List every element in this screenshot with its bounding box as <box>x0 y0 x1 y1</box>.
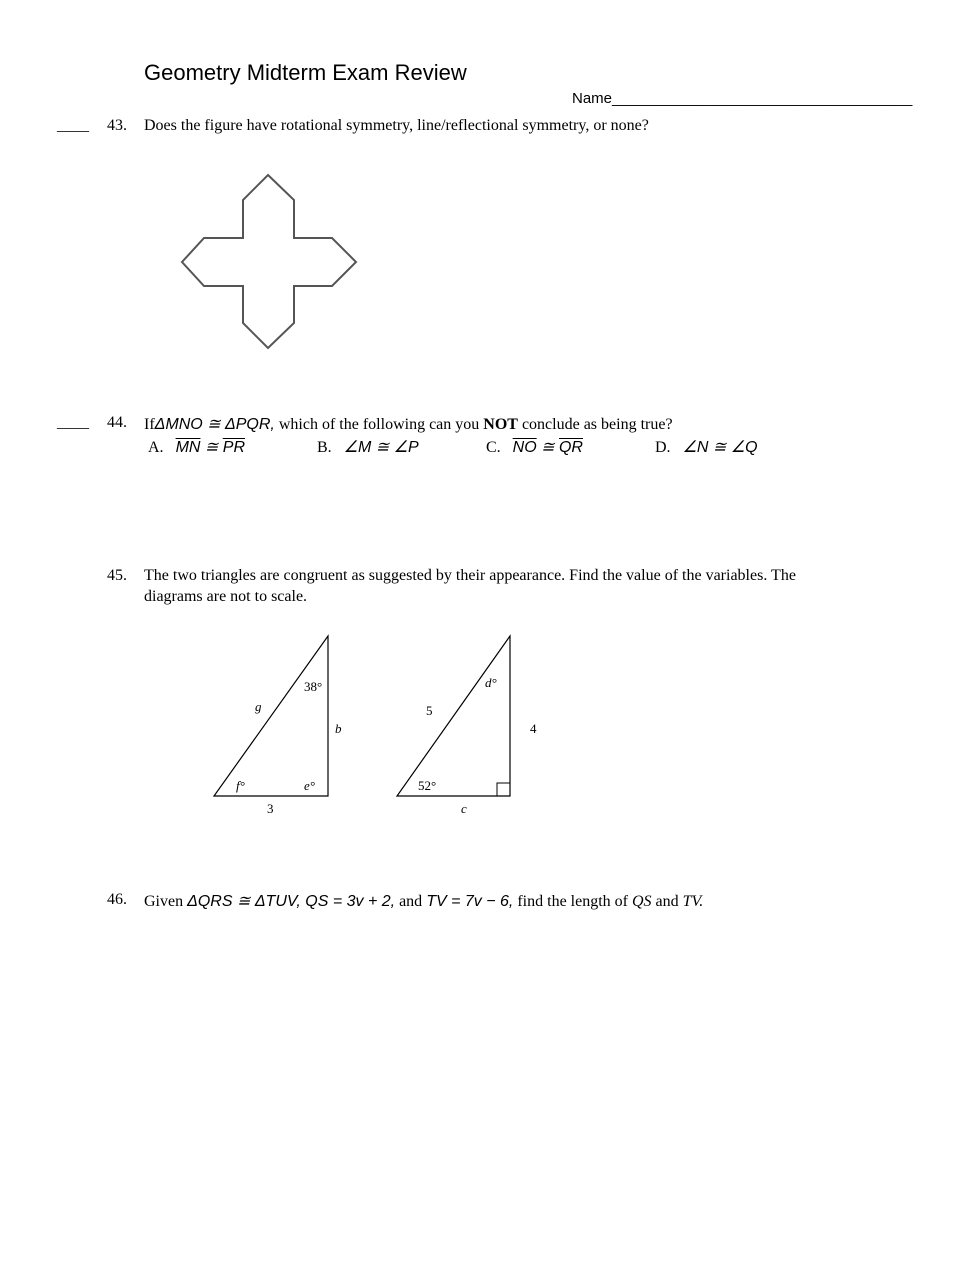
cross-figure <box>178 170 360 352</box>
question-text-45-line2: diagrams are not to scale. <box>144 588 308 605</box>
page-title: Geometry Midterm Exam Review <box>144 60 467 85</box>
cross-shape <box>182 175 356 348</box>
question-text-43: Does the figure have rotational symmetry, line/reflectional symmetry, or none? <box>144 117 649 134</box>
question-number-45: 45. <box>107 567 127 584</box>
choice-c-seg2: $\overline{QR}$ <box>558 439 583 456</box>
q46-given: ΔQRS ≅ ΔTUV, QS = 3v + 2, <box>187 893 396 910</box>
question-text-44 <box>144 414 673 434</box>
right-angle-marker <box>497 783 510 796</box>
choice-c-seg1: $\overline{NO}$ <box>512 439 537 456</box>
name-field-label: Name____________________________________ <box>572 90 913 107</box>
t2-side-bottom: c <box>461 801 467 816</box>
choice-b-text: ∠M ≅ ∠P <box>343 439 419 456</box>
choice-c-letter: C. <box>486 439 501 456</box>
question-number-43: 43. <box>107 117 127 134</box>
t2-angle-top: d° <box>485 675 497 690</box>
question-number-46: 46. <box>107 891 127 908</box>
q46-text: find the length of <box>517 893 628 910</box>
choice-b-letter: B. <box>317 439 332 456</box>
answer-blank-43: ____ <box>57 117 89 134</box>
choice-d <box>655 437 758 457</box>
t2-angle-left: 52° <box>418 778 437 793</box>
t2-side-right: 4 <box>530 721 537 736</box>
question-text-46 <box>144 891 703 911</box>
choice-a-rel: ≅ <box>204 439 219 456</box>
q44-prefix: If <box>144 416 155 433</box>
q44-bold-not: NOT <box>483 416 518 433</box>
q44-given: ΔMNO ≅ ΔPQR, <box>154 416 275 433</box>
q46-expr: TV = 7v − 6, <box>426 893 514 910</box>
q46-prefix: Given <box>144 893 184 910</box>
choice-c-rel: ≅ <box>541 439 555 456</box>
q44-text-b: conclude as being true? <box>521 416 673 433</box>
choice-a-seg1: $\overline{MN}$ <box>175 439 201 456</box>
question-number-44: 44. <box>107 414 127 431</box>
triangle-2 <box>397 636 510 796</box>
choice-a <box>148 437 245 457</box>
question-text-45-line1: The two triangles are congruent as suggested by their appearance. Find the value of the variables. The <box>144 567 796 584</box>
q46-and1: and <box>399 893 423 910</box>
t2-side-hyp: 5 <box>426 703 433 718</box>
t1-angle-left: f° <box>236 778 245 793</box>
t1-side-bottom: 3 <box>267 801 274 816</box>
choice-a-seg2: $\overline{PR}$ <box>222 439 245 456</box>
choice-d-letter: D. <box>655 439 671 456</box>
t1-angle-right: e° <box>304 778 315 793</box>
triangles-diagram <box>200 630 560 820</box>
choice-b <box>317 437 419 457</box>
q46-and2: and <box>655 893 679 910</box>
t1-angle-top: 38° <box>304 679 323 694</box>
triangle-1 <box>214 636 328 796</box>
choice-a-letter: A. <box>148 439 164 456</box>
q46-var1: QS <box>631 893 652 910</box>
q46-var2: TV. <box>682 893 704 910</box>
t1-side-right: b <box>335 721 342 736</box>
answer-blank-44: ____ <box>57 414 89 431</box>
t1-side-hyp: g <box>255 699 262 714</box>
q44-text-a: which of the following can you <box>278 416 480 433</box>
choice-d-text: ∠N ≅ ∠Q <box>682 439 758 456</box>
choice-c <box>486 437 583 457</box>
